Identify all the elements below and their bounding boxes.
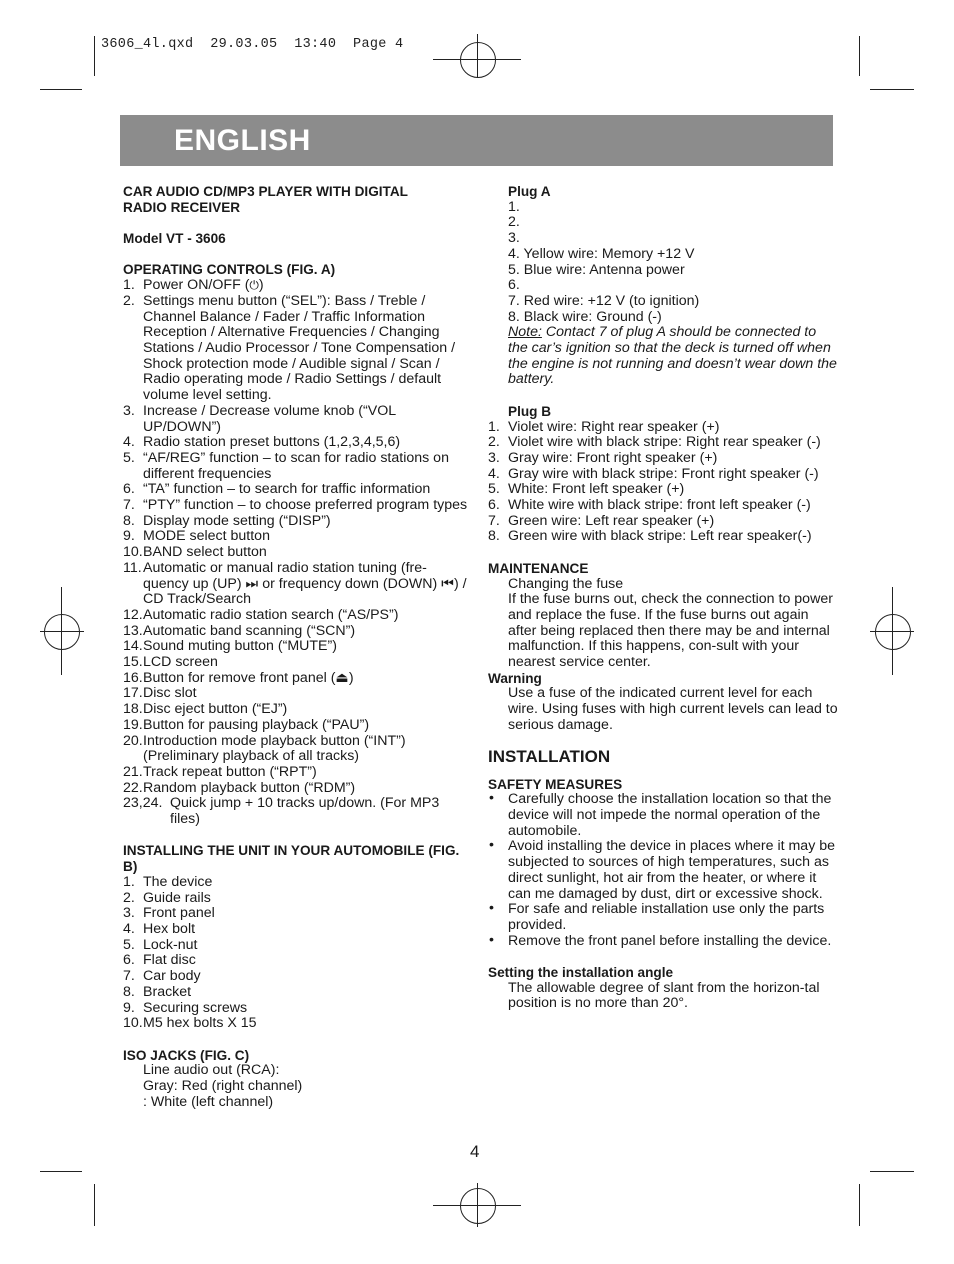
- model-number: Model VT - 3606: [123, 231, 226, 247]
- iso-heading: ISO JACKS (FIG. C): [123, 1047, 250, 1063]
- item-number: 3.: [123, 905, 135, 922]
- item-text: Hex bolt: [143, 921, 196, 937]
- item-text: Radio station preset buttons (1,2,3,4,5,6): [143, 434, 401, 451]
- list-item: 2.: [508, 214, 520, 231]
- item-number: 19.: [123, 716, 143, 733]
- item-text: Settings menu button (“SEL”): Bass / Treble / Channel Balance / Fader / Traffic Information Reception / Alternative Frequencies / Changing Stations / Audio Processor / Tone Compensation / Shock protection mode / Audible signal / Scan / Radio operating mode / Radio Settings / default volume level setting.: [143, 292, 456, 404]
- item-text: MODE select button: [143, 528, 270, 545]
- warning-text: Use a fuse of the indicated current level for each wire. Using fuses with high current levels can lead to serious damage.: [508, 685, 838, 733]
- list-item: 6.: [508, 277, 520, 294]
- list-item: [123, 922, 468, 938]
- item-number: 20.: [123, 732, 143, 749]
- note-label: Note:: [508, 324, 542, 341]
- item-number: 1.: [123, 873, 135, 890]
- item-text: Automatic radio station search (“AS/PS”): [143, 606, 399, 623]
- list-item: [488, 529, 838, 545]
- item-number: 21.: [123, 763, 143, 780]
- item-number: 8.: [488, 528, 500, 545]
- maintenance-subheading: Changing the fuse: [508, 575, 624, 592]
- safety-heading: SAFETY MEASURES: [488, 776, 623, 792]
- list-item: [123, 655, 468, 671]
- item-number: 3.: [488, 449, 500, 466]
- item-text: M5 hex bolts X 15: [143, 1015, 257, 1032]
- item-text: Sound muting button (“MUTE”): [143, 638, 337, 655]
- list-item: [488, 482, 838, 498]
- item-number: 5.: [123, 449, 135, 466]
- item-text: Automatic band scanning (“SCN”): [143, 622, 356, 639]
- list-item: [488, 435, 838, 451]
- crop-mark: [40, 89, 82, 90]
- item-text: White wire with black stripe: front left speaker (-): [508, 497, 811, 514]
- crop-mark: [94, 1184, 95, 1226]
- item-text: Gray wire with black stripe: Front right speaker (-): [508, 465, 819, 482]
- item-number: 1.: [123, 277, 135, 294]
- item-number: 2.: [123, 292, 135, 309]
- list-item: [123, 294, 468, 404]
- list-item: [123, 1001, 468, 1017]
- item-number: 11.: [123, 559, 142, 576]
- item-text: Car body: [143, 968, 201, 985]
- item-text: Bracket: [143, 983, 192, 1000]
- item-text: “TA” function – to search for traffic information: [143, 481, 431, 498]
- item-number: 1.: [488, 418, 500, 435]
- item-number: 4.: [123, 434, 135, 451]
- maintenance-text: If the fuse burns out, check the connection to power and replace the fuse. If the fuse burns out again after being replaced then there may be and internal malfunction. If this happens, con-sult with your nearest service center.: [508, 591, 833, 671]
- item-number: 4.: [123, 921, 135, 937]
- item-number: 7.: [123, 497, 135, 514]
- bullet-icon: •: [489, 790, 494, 807]
- item-number: 6.: [123, 952, 135, 969]
- bullet-icon: •: [489, 900, 494, 917]
- item-number: 6.: [123, 481, 135, 498]
- right-column: [488, 184, 838, 1012]
- maintenance-heading: MAINTENANCE: [488, 560, 589, 576]
- plug-b-list: [488, 420, 838, 546]
- list-item: [123, 545, 468, 561]
- bullet-item: [488, 931, 838, 950]
- banner-title: ENGLISH: [174, 124, 311, 157]
- bullet-item: [488, 902, 838, 933]
- list-item: [123, 734, 468, 765]
- bullet-icon: •: [489, 931, 494, 948]
- list-item: [123, 906, 468, 922]
- item-text: Introduction mode playback button (“INT”) (Preliminary playback of all tracks): [143, 732, 406, 765]
- list-item: 4. Yellow wire: Memory +12 V: [508, 245, 695, 262]
- item-text: “AF/REG” function – to scan for radio stations on different frequencies: [143, 449, 449, 482]
- note-text: Contact 7 of plug A should be connected to the car’s ignition so that the deck is turned off when the engine is not running and doesn’t wear down the battery.: [508, 324, 837, 388]
- list-item: [123, 608, 468, 624]
- list-item: [488, 467, 838, 483]
- left-column: [123, 184, 468, 1110]
- item-text: Button for pausing playback (“PAU”): [143, 716, 370, 733]
- item-text: Violet wire: Right rear speaker (+): [508, 418, 720, 435]
- item-number: 23,24.: [123, 795, 163, 812]
- item-text: Button for remove front panel (⏏): [143, 669, 354, 686]
- plug-b-heading: Plug B: [508, 403, 552, 419]
- item-number: 8.: [123, 512, 135, 529]
- item-number: 12.: [123, 606, 143, 623]
- list-item: 3.: [508, 230, 520, 247]
- item-text: Automatic or manual radio station tuning (fre-quency up (UP) ⏭ or frequency down (DOWN) ⏮) / CD Track/Search: [143, 559, 467, 608]
- item-text: Disc eject button (“EJ”): [143, 701, 288, 718]
- item-number: 17.: [123, 685, 143, 702]
- list-item: [123, 624, 468, 640]
- power-icon: ⏻: [249, 278, 259, 293]
- list-item: [123, 938, 468, 954]
- item-number: 10.: [123, 544, 143, 561]
- bullet-text: Carefully choose the installation location so that the device will not impede the normal operation of the automobile.: [508, 791, 832, 839]
- item-number: 4.: [488, 465, 500, 482]
- crop-mark: [870, 89, 914, 90]
- warning-heading: Warning: [488, 670, 542, 686]
- angle-heading: Setting the installation angle: [488, 965, 674, 980]
- item-number: 6.: [488, 497, 500, 514]
- item-text: BAND select button: [143, 544, 267, 561]
- plug-a-note: [488, 325, 838, 388]
- installation-heading: INSTALLATION: [488, 746, 611, 766]
- controls-heading: OPERATING CONTROLS (FIG. A): [123, 262, 336, 278]
- item-number: 18.: [123, 701, 143, 718]
- item-text: Flat disc: [143, 952, 196, 969]
- language-banner: [120, 115, 833, 166]
- iso-line: Line audio out (RCA):: [143, 1062, 280, 1079]
- list-item: [123, 482, 468, 498]
- item-number: 2.: [123, 889, 135, 906]
- plug-a-heading: Plug A: [508, 184, 551, 199]
- plug-a-list: [488, 200, 838, 326]
- safety-list: [488, 792, 838, 949]
- list-item: [123, 278, 468, 294]
- bullet-text: For safe and reliable installation use only the parts provided.: [508, 901, 825, 933]
- crop-mark: [94, 36, 95, 76]
- list-item: [123, 781, 468, 797]
- item-text: Random playback button (“RDM”): [143, 779, 356, 796]
- bullet-item: [488, 792, 838, 839]
- list-item: [123, 765, 468, 781]
- list-item: [123, 561, 468, 608]
- item-number: 7.: [488, 512, 500, 529]
- item-text: Green wire with black stripe: Left rear speaker(-): [508, 528, 812, 545]
- list-item: [123, 514, 468, 530]
- item-number: 7.: [123, 968, 135, 985]
- item-text: Front panel: [143, 905, 215, 922]
- item-text: The device: [143, 873, 213, 890]
- list-item: [123, 891, 468, 907]
- item-number: 15.: [123, 654, 143, 671]
- item-text: Quick jump + 10 tracks up/down. (For MP3 files): [170, 795, 440, 828]
- item-text: Securing screws: [143, 999, 248, 1016]
- item-number: 16.: [123, 669, 143, 686]
- bullet-icon: •: [489, 837, 494, 854]
- list-item: [123, 529, 468, 545]
- list-item: 5. Blue wire: Antenna power: [508, 261, 685, 278]
- list-item: [123, 686, 468, 702]
- iso-line: Gray: Red (right channel): [143, 1078, 303, 1095]
- item-text: Power ON/OFF (: [143, 277, 250, 294]
- item-number: 14.: [123, 638, 143, 655]
- list-item: [488, 451, 838, 467]
- list-item: [123, 718, 468, 734]
- item-number: 2.: [488, 434, 500, 451]
- list-item: [488, 514, 838, 530]
- list-item: [488, 498, 838, 514]
- bullet-text: Remove the front panel before installing the device.: [508, 932, 832, 949]
- item-number: 13.: [123, 622, 143, 639]
- product-title-line2: RADIO RECEIVER: [123, 199, 241, 215]
- item-number: 9.: [123, 999, 135, 1016]
- list-item: [123, 1016, 468, 1032]
- list-item: [488, 420, 838, 436]
- bullet-item: [488, 839, 838, 902]
- page-number: 4: [470, 1142, 480, 1161]
- list-item: [123, 639, 468, 655]
- item-text: Display mode setting (“DISP”): [143, 512, 331, 529]
- list-item: [123, 875, 468, 891]
- list-item: 8. Black wire: Ground (-): [508, 308, 662, 325]
- list-item: [123, 796, 468, 827]
- item-number: 9.: [123, 528, 135, 545]
- item-number: 8.: [123, 983, 135, 1000]
- controls-list: [123, 278, 468, 828]
- list-item: 7. Red wire: +12 V (to ignition): [508, 292, 700, 309]
- item-text: White: Front left speaker (+): [508, 481, 685, 498]
- item-text: LCD screen: [143, 654, 218, 671]
- product-title-line1: CAR AUDIO CD/MP3 PLAYER WITH DIGITAL: [123, 184, 408, 199]
- item-text: Guide rails: [143, 889, 211, 906]
- list-item: [123, 435, 468, 451]
- list-item: 1.: [508, 198, 520, 215]
- item-text-suffix: ): [258, 277, 264, 294]
- item-number: 22.: [123, 779, 143, 796]
- item-text: Green wire: Left rear speaker (+): [508, 512, 715, 529]
- list-item: [123, 969, 468, 985]
- item-text: Lock-nut: [143, 936, 198, 953]
- item-text: Increase / Decrease volume knob (“VOL UP/DOWN”): [143, 402, 396, 435]
- item-text: “PTY” function – to choose preferred program types: [143, 497, 468, 514]
- item-number: 5.: [123, 936, 135, 953]
- list-item: [123, 953, 468, 969]
- item-text: Disc slot: [143, 685, 197, 702]
- crop-mark: [40, 1171, 82, 1172]
- item-text: Track repeat button (“RPT”): [143, 763, 317, 780]
- item-text: Violet wire with black stripe: Right rear speaker (-): [508, 434, 821, 451]
- item-number: 3.: [123, 402, 135, 419]
- item-number: 5.: [488, 481, 500, 498]
- install-heading: INSTALLING THE UNIT IN YOUR AUTOMOBILE (FIG. B): [123, 843, 460, 875]
- install-list: [123, 875, 468, 1032]
- iso-line: : White (left channel): [143, 1093, 274, 1110]
- list-item: [123, 404, 468, 435]
- list-item: [123, 671, 468, 687]
- crop-mark: [859, 36, 860, 76]
- angle-text: The allowable degree of slant from the horizon-tal position is no more than 20°.: [508, 979, 820, 1012]
- file-slug: 3606_4l.qxd 29.03.05 13:40 Page 4: [101, 37, 404, 52]
- crop-mark: [859, 1184, 860, 1226]
- list-item: [123, 498, 468, 514]
- list-item: [123, 702, 468, 718]
- crop-mark: [870, 1171, 914, 1172]
- bullet-text: Avoid installing the device in places where it may be subjected to sources of high temperatures, such as direct sunlight, hot air from the heater, or where it can me damaged by dust, dirt or excessive shock.: [508, 838, 836, 902]
- list-item: [123, 985, 468, 1001]
- item-number: 10.: [123, 1015, 143, 1032]
- item-text: Gray wire: Front right speaker (+): [508, 449, 718, 466]
- list-item: [123, 451, 468, 482]
